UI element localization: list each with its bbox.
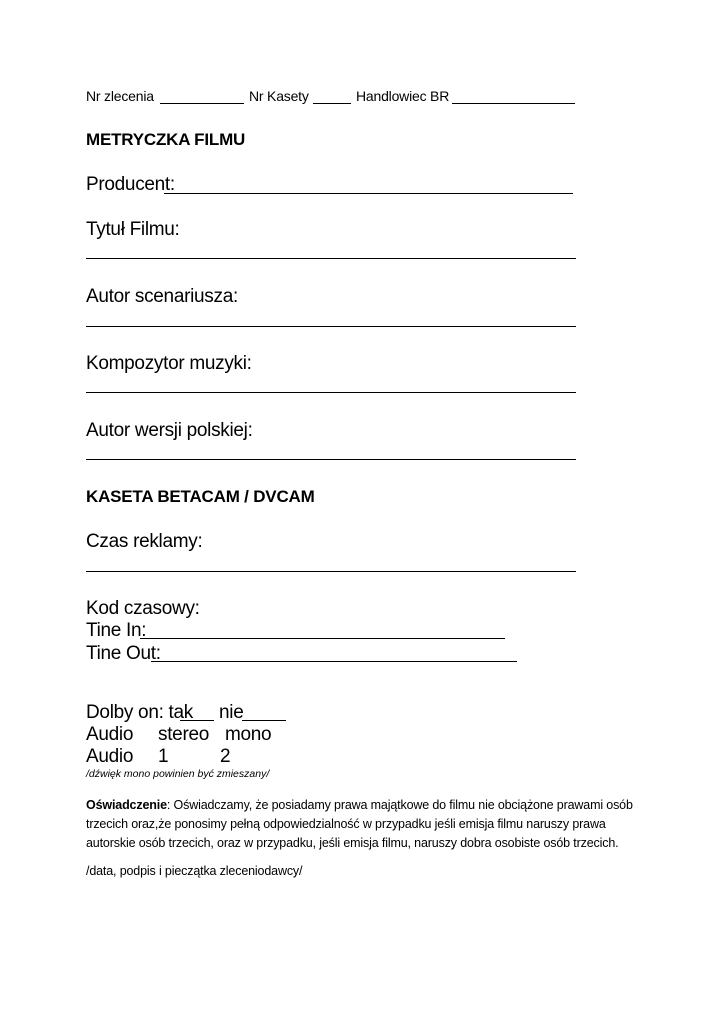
polish-version-field[interactable] [86,459,576,460]
film-title-field[interactable] [86,258,576,259]
time-out-label: Tine Out: [86,643,161,664]
tape-section-title: KASETA BETACAM / DVCAM [86,487,315,506]
mono-note: /dźwięk mono powinien być zmieszany/ [86,768,270,780]
audio-channel-2[interactable]: 2 [220,746,231,767]
time-out-field[interactable] [151,661,517,662]
declaration-text: : Oświadczamy, że posiadamy prawa majątkowe do filmu nie obciążone prawami osób trzecich oraz,że ponosimy pełną odpowiedzialność w przypadku jeśli emisja filmu naruszy prawa autorskie osób trzecich, oraz w przypadku, jeśli emisja filmu, naruszy dobra osobiste osób trzecich. [86,798,633,850]
declaration-paragraph [86,796,646,853]
film-title-label: Tytuł Filmu: [86,219,180,240]
declaration-title: Oświadczenie [86,798,167,812]
composer-label: Kompozytor muzyki: [86,353,252,374]
order-number-field[interactable] [160,103,244,104]
ad-time-field[interactable] [86,571,576,572]
audio-stereo-option[interactable]: stereo [158,724,210,745]
sales-rep-field[interactable] [452,103,575,104]
tape-number-label: Nr Kasety [249,88,309,104]
signature-label: /data, podpis i pieczątka zleceniodawcy/ [86,864,303,878]
dolby-yes-field[interactable] [180,720,214,721]
film-section-title: METRYCZKA FILMU [86,130,246,149]
tape-number-field[interactable] [313,103,351,104]
time-in-label: Tine In: [86,620,147,641]
audio-label: Audio [86,724,134,745]
order-number-label: Nr zlecenia [86,88,154,104]
composer-field[interactable] [86,392,576,393]
dolby-no-label: nie [219,702,244,723]
polish-version-label: Autor wersji polskiej: [86,420,253,441]
audio-channel-label: Audio [86,746,134,767]
timecode-label: Kod czasowy: [86,598,200,619]
ad-time-label: Czas reklamy: [86,531,203,552]
dolby-label: Dolby on: tak [86,702,193,723]
audio-channel-1[interactable]: 1 [158,746,169,767]
screenwriter-label: Autor scenariusza: [86,286,238,307]
screenwriter-field[interactable] [86,326,576,327]
producer-label: Producent: [86,174,175,195]
producer-field[interactable] [164,193,573,194]
time-in-field[interactable] [140,638,505,639]
dolby-no-field[interactable] [242,720,286,721]
sales-rep-label: Handlowiec BR [356,88,450,104]
audio-mono-option[interactable]: mono [225,724,272,745]
